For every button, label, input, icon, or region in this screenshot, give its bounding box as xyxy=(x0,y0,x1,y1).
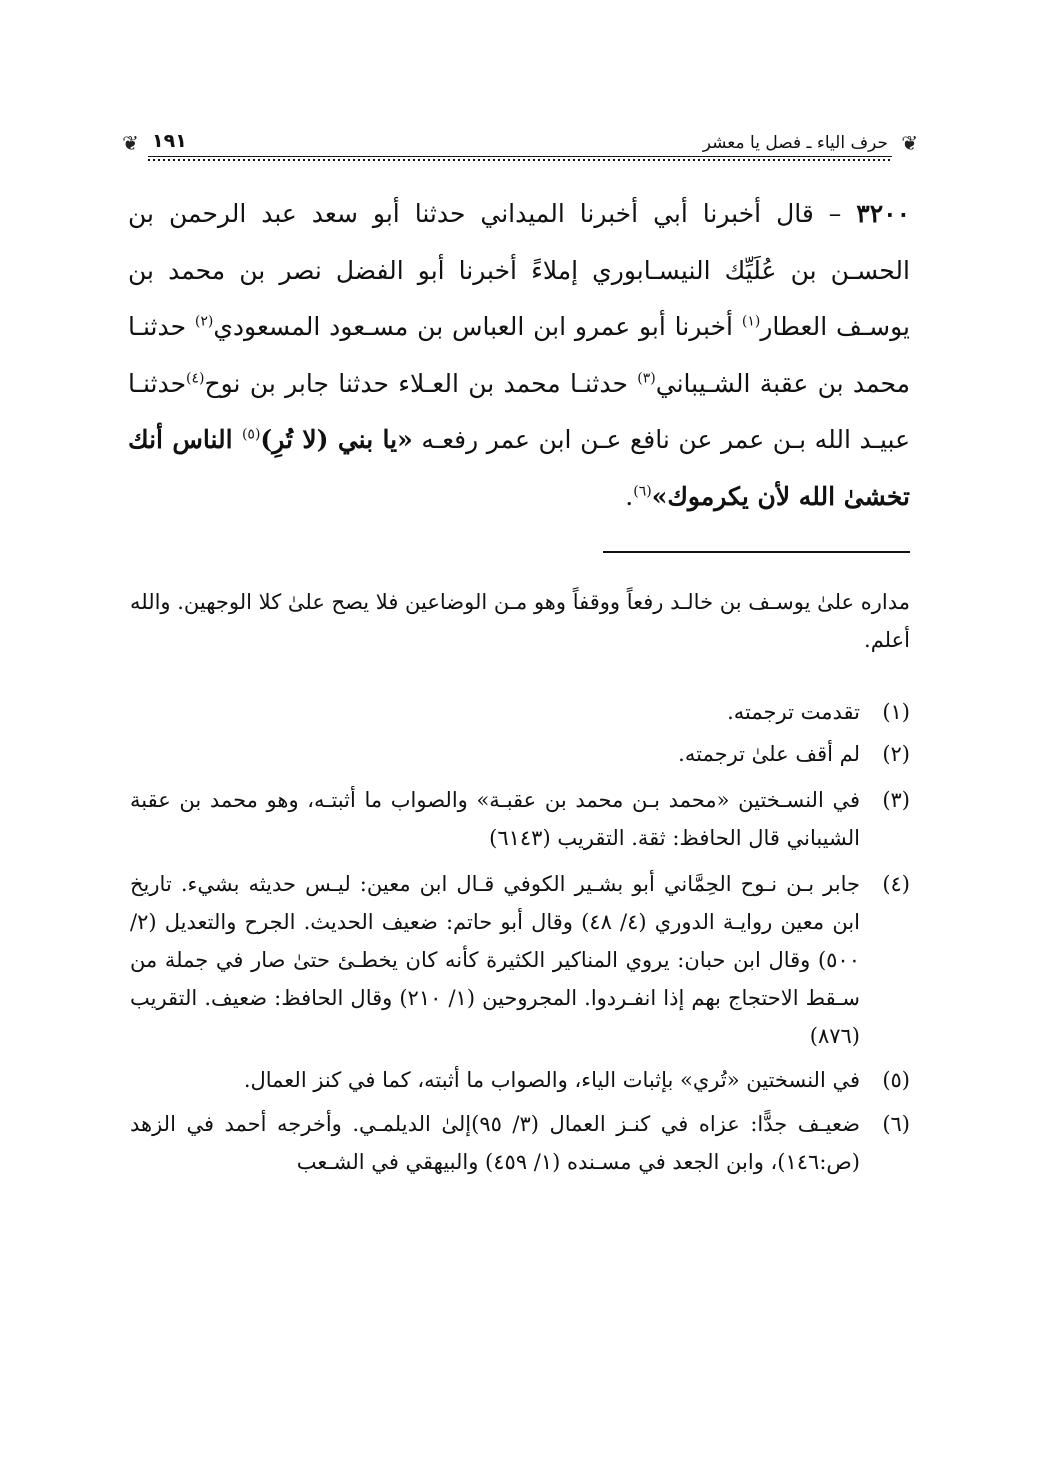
footnote-text: في النسختين «تُري» بإثبات الياء، والصواب ما أثبته، كما في كنز العمال. xyxy=(243,1068,860,1092)
footnote-2 xyxy=(130,735,910,773)
header-ornament-left-icon: ❦ xyxy=(122,131,139,155)
header-rule xyxy=(148,156,892,162)
matn-part-2: الناس أنك تخشىٰ الله لأن يكرموك» xyxy=(128,425,910,511)
takhrij-note: مداره علىٰ يوسـف بن خالـد رفعاً ووقفاً وهو مـن الوضاعين فلا يصح علىٰ كلا الوجهين. والله أعلم. xyxy=(129,590,910,652)
running-title: حرف الياء ـ فصل يا معشر xyxy=(702,133,888,153)
page-number: ١٩١ xyxy=(152,130,187,152)
isnad-part-1: قال أخبرنا أبي أخبرنا الميداني حدثنا أبو سعد عبد الرحمن بن الحسـن بن عُلَيِّك النيسـابوري إملاءً أخبرنا أبو الفضل نصر بن محمد بن يوسـف العطار xyxy=(128,199,911,341)
isnad-part-4: حدثنـا محمد بن العـلاء حدثنا جابر بن نوح xyxy=(204,368,638,398)
footnote-4 xyxy=(130,865,910,1055)
footnote-marker: (٤) xyxy=(882,872,910,896)
isnad-part-5: حدثنـا عبيـد الله بـن عمر عن نافع عـن ابن عمر رفعـه xyxy=(128,368,910,454)
footnote-marker: (٢) xyxy=(882,742,910,766)
footnote-ref-1: (١) xyxy=(741,313,761,330)
footnote-text: ضعيـف جدًّا: عزاه في كنـز العمال (٣/ ٩٥)إلىٰ الديلمـي. وأخرجه أحمد في الزهد (ص:١٤٦)، وابن الجعد في مسـنده (١/ ٤٥٩) والبيهقي في الشـعب xyxy=(130,1112,860,1174)
footnote-ref-5: (٥) xyxy=(241,426,261,443)
footnote-ref-4: (٤) xyxy=(186,370,205,387)
footnote-marker: (٣) xyxy=(882,788,910,812)
footnote-ref-3: (٣) xyxy=(637,370,656,387)
footnote-text: تقدمت ترجمته. xyxy=(727,700,860,724)
matn-part-1: «يا بني (لا تُرِ) xyxy=(260,425,413,454)
footnote-separator xyxy=(603,551,910,553)
footnote-1 xyxy=(130,693,910,731)
footnote-5 xyxy=(130,1061,910,1099)
header-ornament-right-icon: ❦ xyxy=(901,131,918,155)
footnote-text: في النسـختين «محمد بـن محمد بن عقبـة» والصواب ما أثبتـه، وهو محمد بن عقبة الشيباني قال الحافظ: ثقة. التقريب (٦١٤٣) xyxy=(130,788,860,850)
footnote-ref-6: (٦) xyxy=(633,483,652,500)
footnote-marker: (٦) xyxy=(882,1112,910,1136)
footnote-marker: (١) xyxy=(882,700,910,724)
hadith-end: . xyxy=(625,481,634,511)
isnad-part-3: حدثنـا محمد بن عقبة الشـيباني xyxy=(128,312,910,398)
hadith-dash: – xyxy=(813,199,857,228)
footnote-text: جابر بـن نـوح الحِمَّاني أبو بشـير الكوفي قـال ابن معين: ليـس حديثه بشيء. تاريخ ابن معين روايـة الدوري (٤/ ٤٨) وقال أبو حاتم: ضعيف الحديث. الجرح والتعديل (٢/ ٥٠٠) وقال ابن حبان: يروي المناكير الكثيرة كأنه كان يخطـئ حتىٰ صار في جملة من سـقط الاحتجاج بهم إذا انفـردوا. المجروحين (١/ ٢١٠) وقال الحافظ: ضعيف. التقريب (٨٧٦) xyxy=(130,872,860,1048)
footnote-marker: (٥) xyxy=(882,1068,910,1092)
hadith-number: ٣٢٠٠ xyxy=(856,199,910,228)
page-header xyxy=(122,128,918,162)
footnote-6 xyxy=(130,1105,910,1181)
footnote-3 xyxy=(130,781,910,857)
hadith-text xyxy=(128,186,910,525)
footnote-ref-2: (٢) xyxy=(194,313,214,330)
footnotes-list xyxy=(130,693,910,1181)
isnad-part-2: أخبرنا أبو عمرو ابن العباس بن مسـعود المسعودي xyxy=(213,312,742,341)
footnote-text: لم أقف علىٰ ترجمته. xyxy=(678,742,860,766)
